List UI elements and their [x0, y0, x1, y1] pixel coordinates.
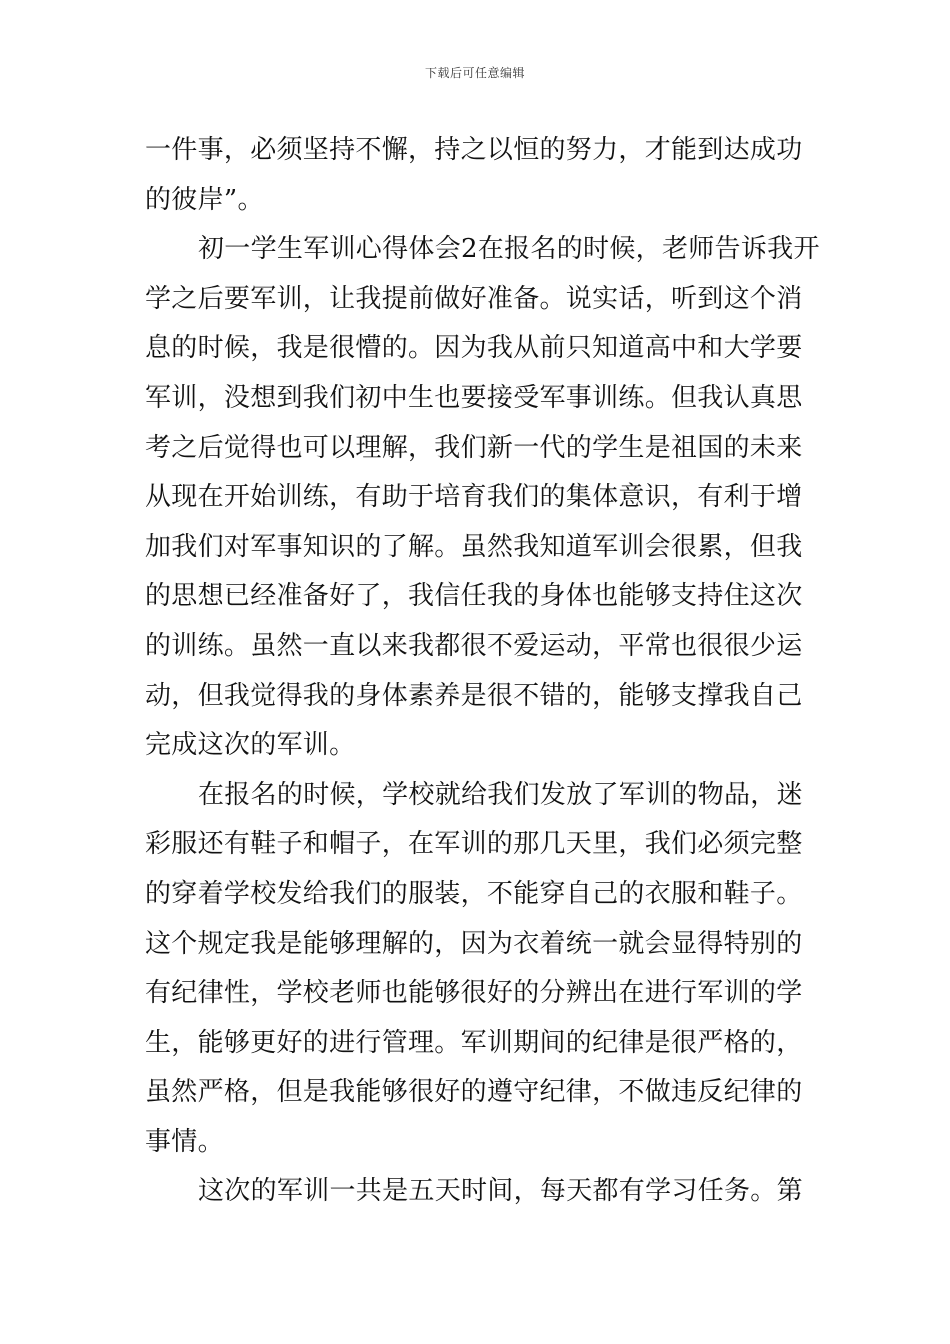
text-line: 考之后觉得也可以理解，我们新一代的学生是祖国的未来: [145, 432, 803, 463]
text-line: 虽然严格，但是我能够很好的遵守纪律，不做违反纪律的: [145, 1077, 803, 1108]
text-line: 的思想已经准备好了，我信任我的身体也能够支持住这次: [145, 581, 803, 612]
paragraph-start-line: 在报名的时候，学校就给我们发放了军训的物品，迷: [198, 779, 803, 810]
body-text: [145, 126, 820, 1217]
text-line: 的训练。虽然一直以来我都很不爱运动，平常也很很少运: [145, 630, 803, 661]
text-line: 彩服还有鞋子和帽子，在军训的那几天里，我们必须完整: [145, 829, 803, 860]
text-line: 军训，没想到我们初中生也要接受军事训练。但我认真思: [145, 382, 803, 413]
page-header: 下载后可任意编辑: [424, 66, 525, 80]
text-line: 这个规定我是能够理解的，因为衣着统一就会显得特别的: [145, 928, 803, 959]
text-line: 从现在开始训练，有助于培育我们的集体意识，有利于增: [145, 482, 803, 513]
text-line: 完成这次的军训。: [145, 730, 356, 761]
text-line: 加我们对军事知识的了解。虽然我知道军训会很累，但我: [145, 531, 803, 562]
paragraph-start-line: 这次的军训一共是五天时间，每天都有学习任务。第: [198, 1176, 803, 1207]
text-line: 学之后要军训，让我提前做好准备。说实话，听到这个消: [145, 283, 803, 314]
text-line: 的穿着学校发给我们的服装，不能穿自己的衣服和鞋子。: [145, 878, 803, 909]
text-line: 息的时候，我是很懵的。因为我从前只知道高中和大学要: [145, 333, 803, 364]
text-line: 一件事，必须坚持不懈，持之以恒的努力，才能到达成功: [145, 135, 803, 165]
text-line: 有纪律性，学校老师也能够很好的分辨出在进行军训的学: [145, 978, 803, 1009]
text-line: 动，但我觉得我的身体素养是很不错的，能够支撑我自己: [145, 680, 803, 711]
text-line: 生，能够更好的进行管理。军训期间的纪律是很严格的，: [145, 1027, 803, 1058]
text-line: 事情。: [145, 1126, 224, 1157]
paragraph-start-line: 初一学生军训心得体会2在报名的时候，老师告诉我开: [198, 234, 820, 265]
text-line: 的彼岸”。: [145, 184, 264, 215]
